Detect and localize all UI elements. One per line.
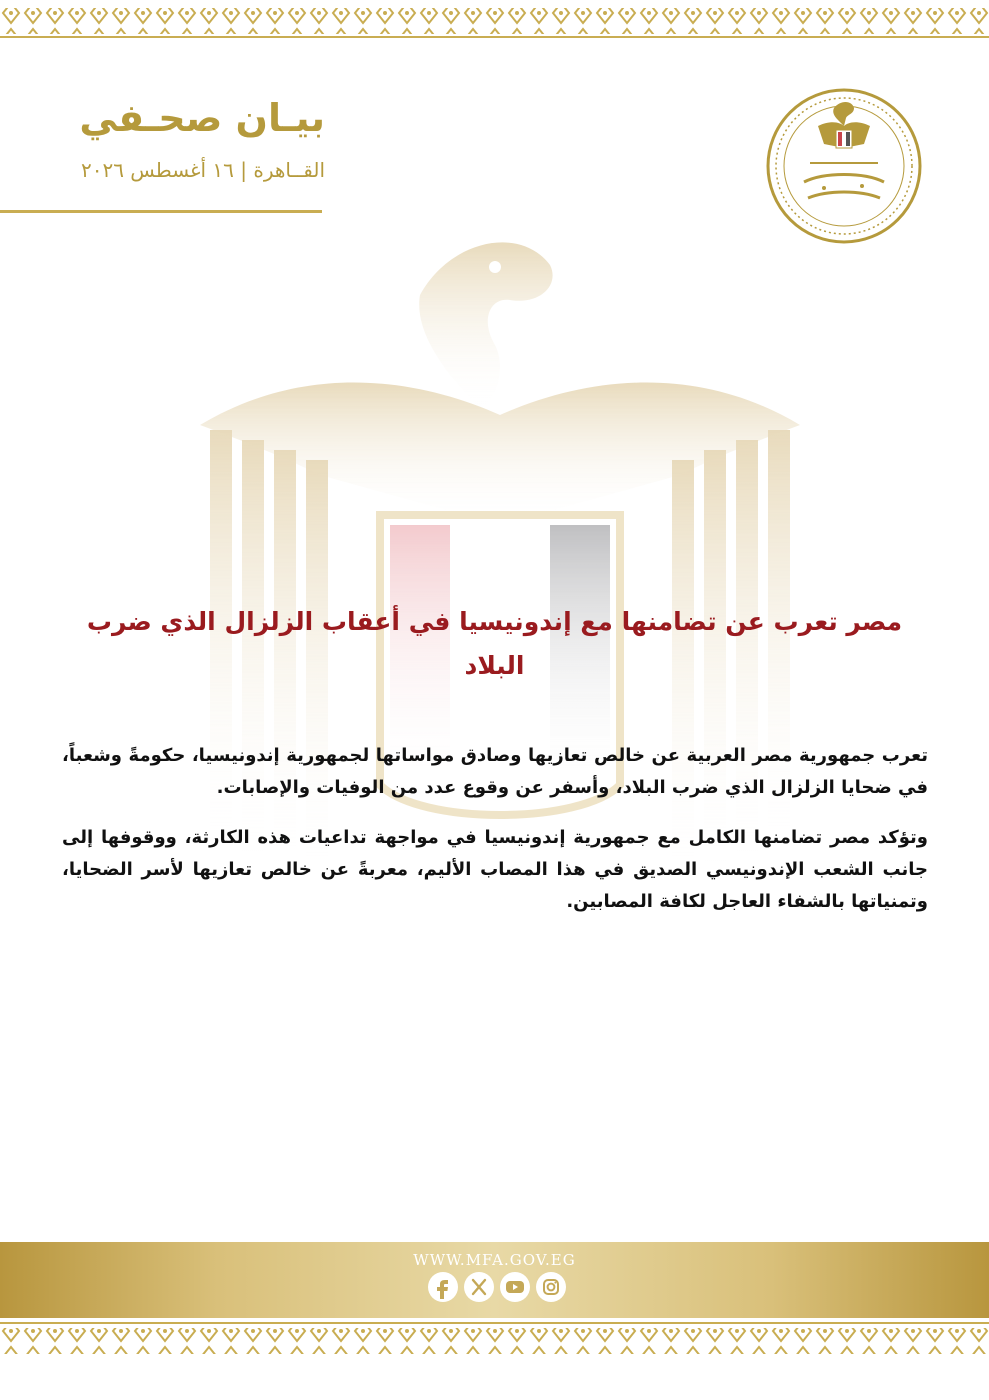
instagram-icon[interactable] (536, 1272, 566, 1302)
seal-icon (764, 86, 924, 246)
bottom-ornament-border (0, 1318, 989, 1362)
website-link[interactable]: WWW.MFA.GOV.EG (413, 1251, 576, 1269)
youtube-icon[interactable] (500, 1272, 530, 1302)
header-divider (0, 210, 322, 213)
article-body (62, 740, 928, 936)
headline: مصر تعرب عن تضامنها مع إندونيسيا في أعقاب الزلزال الذي ضرب البلاد (86, 607, 903, 680)
x-icon[interactable] (464, 1272, 494, 1302)
facebook-icon[interactable] (428, 1272, 458, 1302)
top-ornament-border (0, 0, 989, 44)
press-release-title: بيـان صحـفي (79, 96, 325, 140)
social-icons (428, 1272, 574, 1304)
body-paragraph: وتؤكد مصر تضامنها الكامل مع جمهورية إندونيسيا في مواجهة تداعيات هذه الكارثة، ووقوفها إلى جانب الشعب الإندونيسي الصديق في هذا المصاب الأليم، معربةً عن خالص تعازيها لأسر الضحايا، وتمنياتها بالشفاء العاجل لكافة المصابين. (62, 827, 928, 912)
body-paragraph: تعرب جمهورية مصر العربية عن خالص تعازيها وصادق مواساتها لجمهورية إندونيسيا، حكومةً وشعباً، في ضحايا الزلزال الذي ضرب البلاد، وأسفر عن وقوع عدد من الوفيات والإصابات. (62, 745, 928, 798)
date-line: القــاهرة | ١٦ أغسطس ٢٠٢٦ (80, 158, 325, 182)
